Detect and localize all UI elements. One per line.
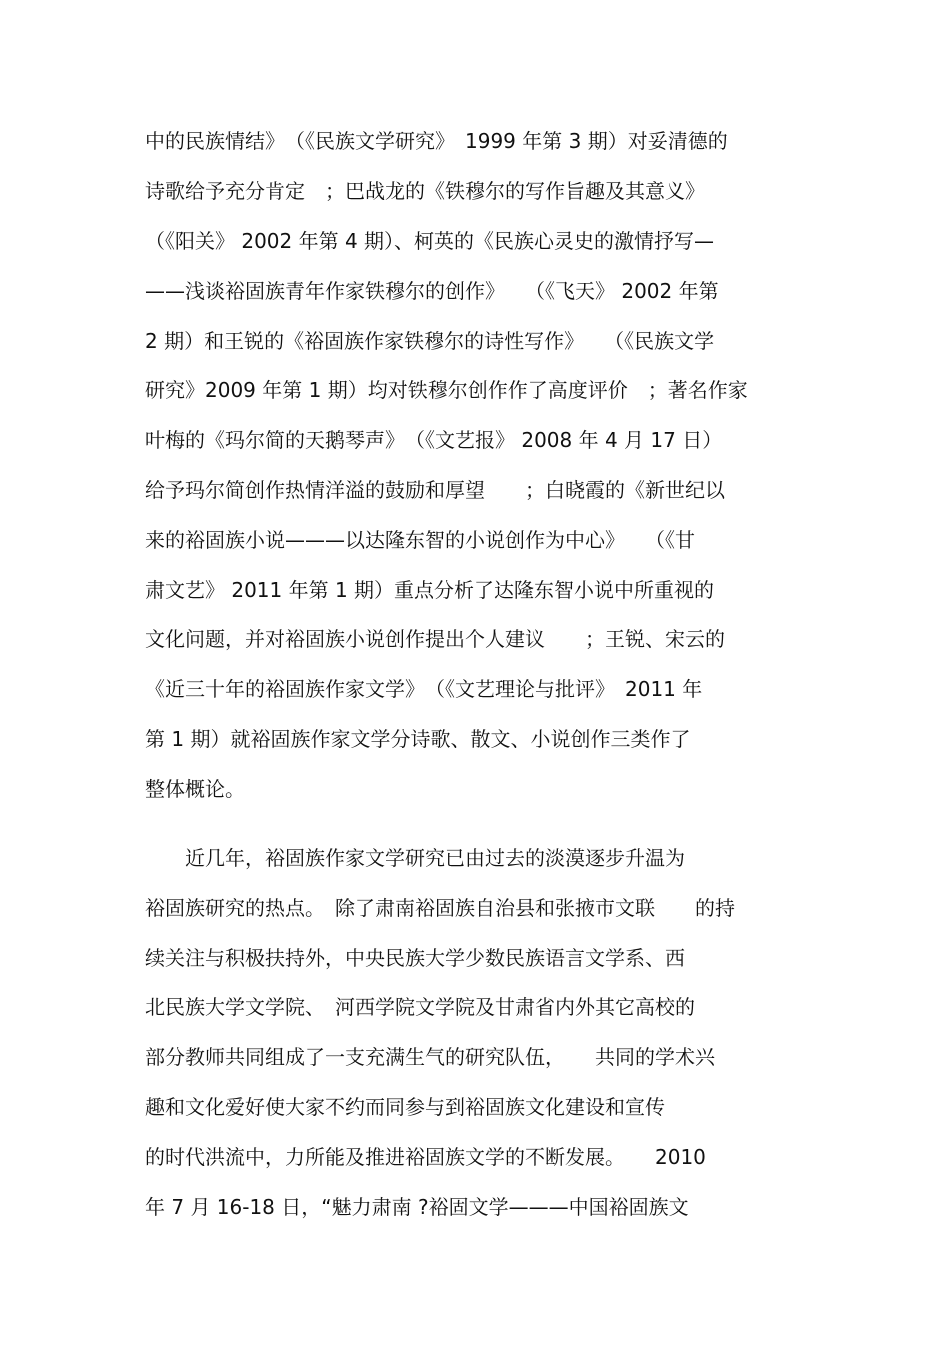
text-line: 文化问题，并对裕固族小说创作提出个人建议 ；王锐、宋云的 [145, 627, 725, 651]
text-line: （《阳关》 2002 年第 4 期）、柯英的《民族心灵史的激情抒写— [145, 229, 715, 253]
text-line: 给予玛尔简创作热情洋溢的鼓励和厚望 ；白晓霞的《新世纪以 [145, 478, 725, 502]
text-line: 第 1 期）就裕固族作家文学分诗歌、散文、小说创作三类作了 [145, 727, 691, 751]
text-line: 部分教师共同组成了一支充满生气的研究队伍， 共同的学术兴 [145, 1045, 715, 1069]
text-line: 趣和文化爱好使大家不约而同参与到裕固族文化建设和宣传 [145, 1095, 665, 1119]
text-line: 裕固族研究的热点。 除了肃南裕固族自治县和张掖市文联 的持 [145, 896, 735, 920]
text-line: 来的裕固族小说———以达隆东智的小说创作为中心》 （《甘 [145, 528, 695, 552]
text-line: ——浅谈裕固族青年作家铁穆尔的创作》 （《飞天》 2002 年第 [145, 279, 719, 303]
text-line: 叶梅的《玛尔简的天鹅琴声》 （《文艺报》 2008 年 4 月 17 日） [145, 428, 723, 452]
text-line: 的时代洪流中，力所能及推进裕固族文学的不断发展。 2010 [145, 1145, 706, 1169]
text-line: 北民族大学文学院、 河西学院文学院及甘肃省内外其它高校的 [145, 995, 695, 1019]
text-line: 诗歌给予充分肯定 ；巴战龙的《铁穆尔的写作旨趣及其意义》 [145, 179, 705, 203]
text-line: 近几年，裕固族作家文学研究已由过去的淡漠逐步升温为 [145, 846, 685, 870]
text-line: 中的民族情结》 （《民族文学研究》 1999 年第 3 期）对妥清德的 [145, 129, 728, 153]
text-line: 年 7 月 16-18 日，“魅力肃南 ?裕固文学———中国裕固族文 [145, 1195, 689, 1219]
text-line: 2 期）和王锐的《裕固族作家铁穆尔的诗性写作》 （《民族文学 [145, 329, 715, 353]
text-line: 续关注与积极扶持外，中央民族大学少数民族语言文学系、西 [145, 946, 685, 970]
text-line: 肃文艺》 2011 年第 1 期）重点分析了达隆东智小说中所重视的 [145, 578, 715, 602]
text-line: 整体概论。 [145, 777, 245, 801]
text-line: 研究》2009 年第 1 期）均对铁穆尔创作作了高度评价 ；著名作家 [145, 378, 748, 402]
text-line: 《近三十年的裕固族作家文学》 （《文艺理论与批评》 2011 年 [145, 677, 703, 701]
